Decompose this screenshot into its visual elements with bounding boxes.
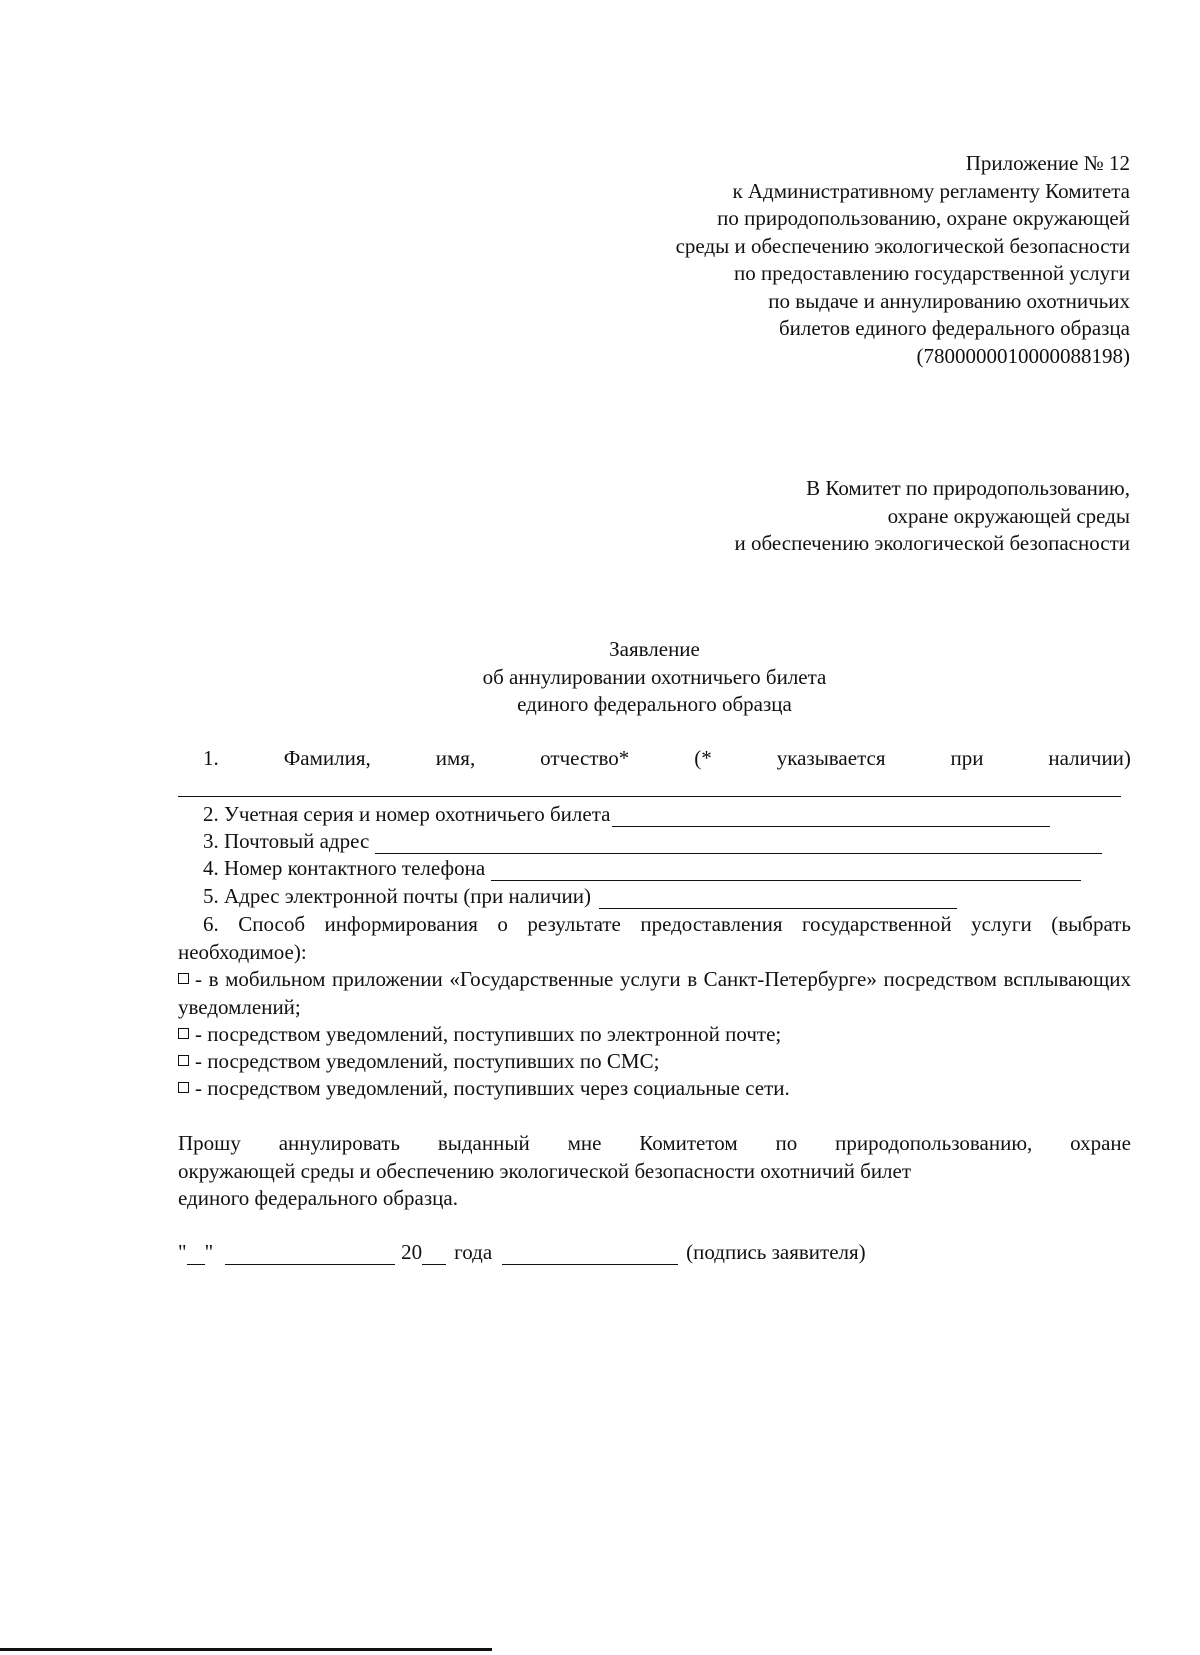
addressee-line: и обеспечению экологической безопасности	[734, 531, 1130, 555]
field-full-name-label	[203, 746, 1131, 771]
document-title	[0, 636, 1200, 719]
field-phone	[203, 856, 1081, 881]
option-email[interactable]	[178, 1021, 1131, 1049]
phone-blank[interactable]	[491, 858, 1081, 881]
checkbox-icon[interactable]	[178, 1055, 189, 1066]
field-ticket-number-label: 2. Учетная серия и номер охотничьего билета	[203, 802, 611, 826]
date-signature-line	[178, 1240, 866, 1265]
postal-address-blank[interactable]	[375, 831, 1102, 854]
appendix-line: по предоставлению государственной услуги	[734, 261, 1130, 285]
appendix-header	[676, 150, 1130, 370]
year-blank[interactable]	[422, 1242, 446, 1265]
year-prefix: 20	[401, 1240, 423, 1264]
option-text: - в мобильном приложении «Государственные услуги в Санкт-Петербурге» посредством всплывающих уведомлений;	[178, 967, 1131, 1019]
quote-close: "	[204, 1240, 214, 1264]
checkbox-icon[interactable]	[178, 1028, 189, 1039]
field-1-word: наличии)	[1048, 746, 1131, 770]
checkbox-icon[interactable]	[178, 1082, 189, 1093]
request-line: единого федерального образца.	[178, 1186, 458, 1210]
addressee-line: охране окружающей среды	[887, 503, 1130, 528]
title-line: об аннулировании охотничьего билета	[482, 664, 827, 689]
request-paragraph	[178, 1130, 1131, 1213]
footer-divider	[0, 1648, 492, 1651]
appendix-line: Приложение № 12	[965, 151, 1130, 175]
appendix-line: по выдаче и аннулированию охотничьих	[768, 288, 1130, 313]
field-1-word: при	[950, 746, 984, 770]
field-1-word: Фамилия,	[283, 746, 371, 770]
option-mobile-app[interactable]	[178, 966, 1131, 1021]
notification-method-heading: 6. Способ информирования о результате предоставления государственной услуги (выбрать необходимое):	[178, 912, 1131, 964]
addressee-block	[735, 475, 1130, 558]
quote-open: "	[178, 1240, 187, 1264]
option-sms[interactable]	[178, 1048, 1131, 1076]
option-social[interactable]	[178, 1075, 1131, 1103]
option-text: - посредством уведомлений, поступивших через социальные сети.	[195, 1076, 790, 1100]
field-postal-address-label: 3. Почтовый адрес	[203, 829, 370, 853]
field-1-word: указывается	[776, 746, 886, 770]
title-line: единого федерального образца	[517, 692, 792, 716]
field-ticket-number	[203, 802, 1050, 827]
request-line: окружающей среды и обеспечению экологической безопасности охотничий билет	[178, 1158, 912, 1183]
year-suffix: года	[454, 1240, 493, 1264]
option-text: - посредством уведомлений, поступивших по электронной почте;	[195, 1022, 782, 1046]
request-line: Прошу аннулировать выданный мне Комитетом по природопользованию, охране	[178, 1131, 1131, 1155]
day-blank[interactable]	[187, 1242, 205, 1265]
appendix-line: по природопользованию, охране окружающей	[717, 206, 1130, 230]
email-blank[interactable]	[599, 886, 957, 909]
appendix-line: билетов единого федерального образца	[779, 316, 1130, 340]
field-email	[203, 884, 957, 909]
title-line: Заявление	[609, 637, 700, 661]
field-1-word: имя,	[435, 746, 476, 770]
field-1-word: отчество*	[540, 746, 630, 770]
appendix-line: (7800000010000088198)	[916, 343, 1130, 368]
field-phone-label: 4. Номер контактного телефона	[203, 856, 486, 880]
field-email-label: 5. Адрес электронной почты (при наличии)	[203, 884, 592, 908]
ticket-number-blank[interactable]	[612, 804, 1050, 827]
addressee-line: В Комитет по природопользованию,	[806, 476, 1130, 500]
signature-blank[interactable]	[502, 1242, 678, 1265]
appendix-line: к Административному регламенту Комитета	[732, 178, 1130, 203]
field-1-word: (*	[694, 746, 712, 770]
full-name-blank[interactable]	[178, 796, 1121, 797]
field-1-word: 1.	[203, 746, 219, 770]
appendix-line: среды и обеспечению экологической безопасности	[675, 233, 1130, 258]
checkbox-icon[interactable]	[178, 973, 189, 984]
field-postal-address	[203, 829, 1102, 854]
month-blank[interactable]	[225, 1242, 395, 1265]
signature-caption: (подпись заявителя)	[686, 1240, 866, 1264]
option-text: - посредством уведомлений, поступивших по СМС;	[195, 1049, 660, 1073]
